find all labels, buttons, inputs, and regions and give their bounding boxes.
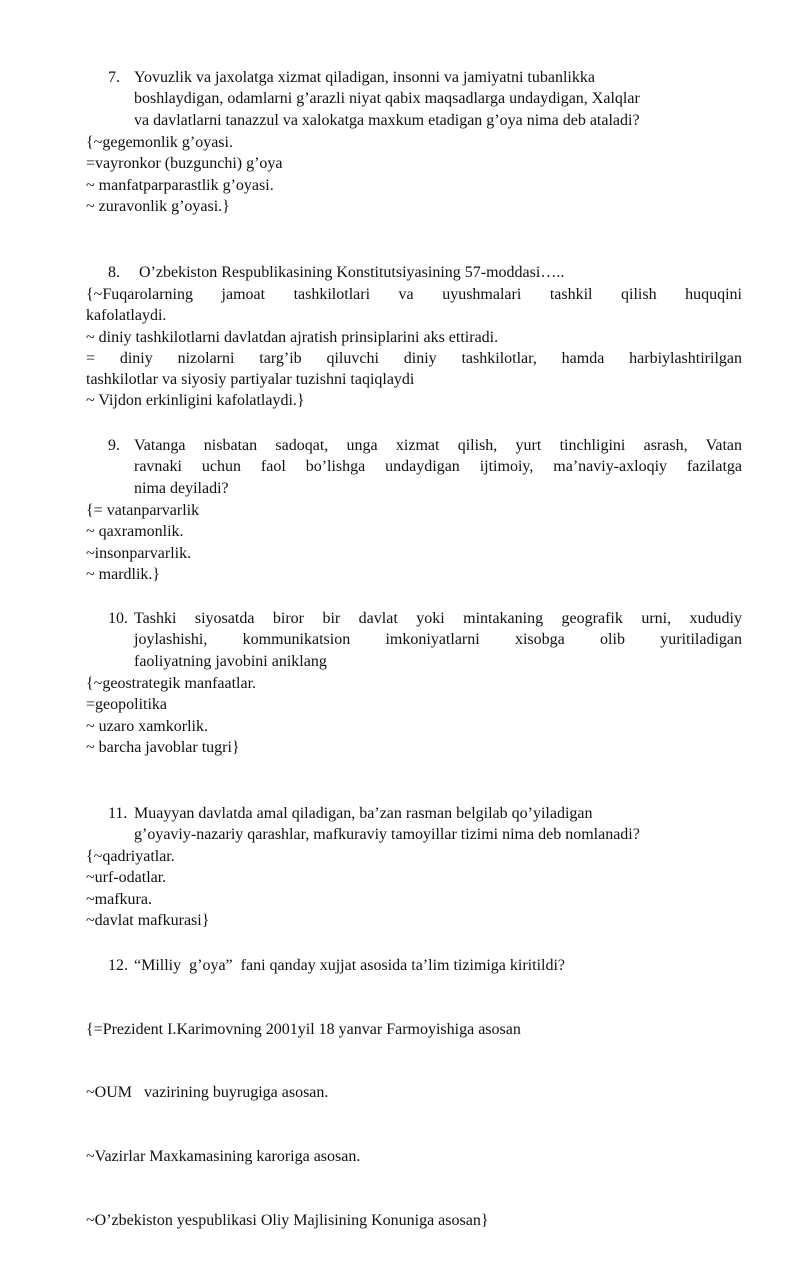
question-12 [108,955,742,976]
answer-option: ~ barcha javoblar tugri} [86,738,240,756]
question-number: 12. [108,957,128,974]
question-number: 9. [108,437,120,454]
answer-option: kafolatlaydi. [86,307,167,325]
answer-option: {~gegemonlik g’oyasi. [86,134,233,151]
question-text: va davlatlarni tanazzul va xalokatga maxkum etadigan g’oya nima deb ataladi? [134,111,640,129]
answer-option: ~ Vijdon erkinligini kafolatlaydi.} [86,392,305,410]
answers-10 [86,673,742,758]
question-11 [108,803,742,846]
answers-8 [86,284,742,412]
answer-option: {~qadriyatlar. [86,848,175,865]
question-text: boshlaydigan, odamlarni g’arazli niyat qabix maqsadlarga undaydigan, Xalqlar [134,90,640,108]
answers-12 [86,976,742,1274]
answers-7 [86,132,742,217]
question-text: Vatanga nisbatan sadoqat, unga xizmat qilish, yurt tinchligini asrash, Vatan [134,437,742,454]
answer-option: ~insonparvarlik. [86,544,192,562]
question-text: “Milliy g’oya” fani qanday xujjat asosida ta’lim tizimiga kiritildi? [134,957,565,974]
question-text: ravnaki uchun faol bo’lishga undaydigan ijtimoiy, ma’naviy-axloqiy fazilatga [134,458,742,476]
answer-option: {~geostrategik manfaatlar. [86,675,257,692]
question-text: faoliyatning javobini aniklang [134,652,327,670]
answer-option: =vayronkor (buzgunchi) g’oya [86,155,283,173]
answer-option: ~ diniy tashkilotlarni davlatdan ajratish prinsiplarini aks ettiradi. [86,328,499,346]
answer-option: ~ qaxramonlik. [86,523,184,541]
answer-option: ~ mardlik.} [86,565,161,583]
answer-option: ~OUM vazirining buyrugiga asosan. [86,1084,329,1102]
answer-option: ~ uzaro xamkorlik. [86,717,208,735]
answer-option: {~Fuqarolarning jamoat tashkilotlari va uyushmalari tashkil qilish huquqini [86,286,742,303]
answer-option: ~ manfatparparastlik g’oyasi. [86,176,274,194]
answers-9 [86,500,742,585]
question-7 [108,67,742,131]
answer-option: ~davlat mafkurasi} [86,911,210,929]
answer-option: =geopolitika [86,696,168,714]
question-text: Tashki siyosatda biror bir davlat yoki mintakaning geografik urni, xududiy [134,610,742,627]
answer-option: ~O’zbekiston yespublikasi Oliy Majlisining Konuniga asosan} [86,1212,489,1230]
question-number: 7. [108,69,120,86]
answer-option: ~urf-odatlar. [86,869,167,887]
question-text: O’zbekiston Respublikasining Konstitutsiyasining 57-moddasi….. [139,264,565,281]
question-text: g’oyaviy-nazariy qarashlar, mafkuraviy tamoyillar tizimi nima deb nomlanadi? [134,826,640,844]
question-number: 10. [108,610,128,627]
question-10 [108,608,742,672]
question-text: Yovuzlik va jaxolatga xizmat qiladigan, insonni va jamiyatni tubanlikka [134,69,595,86]
answer-option: ~ zuravonlik g’oyasi.} [86,197,230,215]
question-text: nima deyiladi? [134,479,229,497]
answer-option: tashkilotlar va siyosiy partiyalar tuzishni taqiqlaydi [86,371,415,389]
question-number: 11. [108,805,128,822]
answer-option: {= vatanparvarlik [86,502,200,519]
question-text: joylashishi, kommunikatsion imkoniyatlarni xisobga olib yuritiladigan [134,631,742,649]
question-text: Muayyan davlatda amal qiladigan, ba’zan rasman belgilab qo’yiladigan [134,805,593,822]
answers-11 [86,846,742,931]
answer-option: = diniy nizolarni targ’ib qiluvchi diniy tashkilotlar, hamda harbiylashtirilgan [86,349,742,367]
answer-option: {=Prezident I.Karimovning 2001yil 18 yanvar Farmoyishiga asosan [86,1020,521,1038]
question-number: 8. [108,264,120,281]
answer-option: ~Vazirlar Maxkamasining karoriga asosan. [86,1148,361,1166]
question-9 [108,435,742,499]
question-8 [108,262,742,283]
answer-option: ~mafkura. [86,890,152,908]
